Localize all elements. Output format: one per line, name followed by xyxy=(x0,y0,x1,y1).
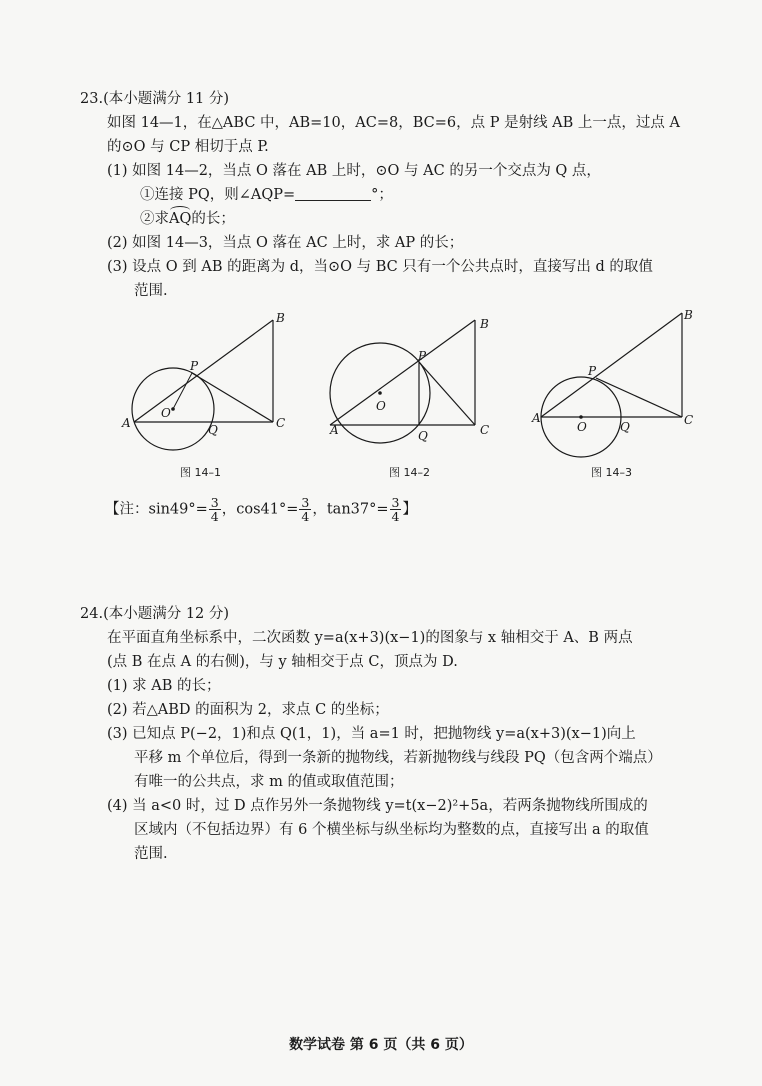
q23-title xyxy=(80,90,229,108)
q23-part1a-unit: °； xyxy=(371,187,393,203)
label-p: P xyxy=(418,349,427,363)
note-sin: sin49°= xyxy=(148,501,208,518)
label-o: O xyxy=(577,420,587,434)
label-o: O xyxy=(161,406,171,420)
label-c: C xyxy=(684,413,694,427)
fraction-3-4: $\frac{3}{4}$ xyxy=(301,495,310,524)
q24-title xyxy=(80,605,229,623)
q23-part3-line1: (3) 设点 O 到 AB 的距离为 d，当⊙O 与 BC 只有一个公共点时，直接写出 d 的取值 xyxy=(107,259,653,275)
label-b: B xyxy=(480,317,489,331)
q24-part4-line2: 区域内（不包括边界）有 6 个横坐标与纵坐标均为整数的点，直接写出 a 的取值 xyxy=(134,822,649,838)
caption-14-1: 图 14–1 xyxy=(180,466,221,479)
q24-part3-line1: (3) 已知点 P(−2，1)和点 Q(1，1)，当 a=1 时，把抛物线 y=a(x+3)(x−1)向上 xyxy=(107,726,636,742)
q23-stem-line2: 的⊙O 与 CP 相切于点 P. xyxy=(107,139,269,155)
caption-14-2: 图 14–2 xyxy=(389,466,430,479)
q23-part3-line2: 范围. xyxy=(134,283,168,299)
q23-part1b xyxy=(140,210,235,228)
fraction-3-4: $\frac{3}{4}$ xyxy=(391,495,400,524)
answer-blank xyxy=(295,186,371,201)
label-c: C xyxy=(276,416,286,430)
label-a: A xyxy=(122,416,131,430)
q24-stem-line1: 在平面直角坐标系中，二次函数 y=a(x+3)(x−1)的图象与 x 轴相交于 A、B 两点 xyxy=(107,630,633,646)
caption-14-3: 图 14–3 xyxy=(591,466,632,479)
label-c: C xyxy=(480,423,490,437)
q23-part2: (2) 如图 14—3，当点 O 落在 AC 上时，求 AP 的长； xyxy=(107,235,464,251)
q24-part4-line3: 范围. xyxy=(134,846,168,862)
note-cos: ，cos41°= xyxy=(221,501,299,518)
note-close: 】 xyxy=(402,501,417,518)
label-q: Q xyxy=(620,420,630,434)
figure-14-3 xyxy=(534,305,714,445)
q24-part4-line1: (4) 当 a<0 时，过 D 点作另外一条抛物线 y=t(x−2)²+5a，若两条抛物线所围成的 xyxy=(107,798,648,814)
q24-part1: (1) 求 AB 的长； xyxy=(107,678,221,694)
q24-part2: (2) 若△ABD 的面积为 2，求点 C 的坐标； xyxy=(107,702,389,718)
q23-part1a xyxy=(140,186,393,204)
page-footer: 数学试卷 第 6 页（共 6 页） xyxy=(289,1037,473,1053)
q24-part3-line3: 有唯一的公共点，求 m 的值或取值范围； xyxy=(134,774,404,790)
label-p: P xyxy=(190,359,199,373)
q24-stem-line2: (点 B 在点 A 的右侧)，与 y 轴相交于点 C，顶点为 D. xyxy=(107,654,458,670)
figure-14-3-diagram xyxy=(534,305,714,445)
label-a: A xyxy=(330,423,339,437)
note-tan: ，tan37°= xyxy=(312,501,389,518)
q24-header: (本小题满分 12 分) xyxy=(103,606,230,622)
figure-14-1-diagram xyxy=(118,310,298,440)
label-p: P xyxy=(588,364,597,378)
label-b: B xyxy=(684,308,693,322)
fraction-3-4: $\frac{3}{4}$ xyxy=(210,495,219,524)
q24-number: 24. xyxy=(80,606,104,622)
label-o: O xyxy=(376,399,386,413)
label-a: A xyxy=(532,411,541,425)
q24-part3-line2: 平移 m 个单位后，得到一条新的抛物线，若新抛物线与线段 PQ（包含两个端点） xyxy=(134,750,662,766)
q23-stem-line1: 如图 14—1，在△ABC 中，AB=10，AC=8，BC=6，点 P 是射线 AB 上一点，过点 A xyxy=(107,115,680,131)
q23-part1b-post: 的长； xyxy=(191,211,235,227)
figure-14-2 xyxy=(330,310,510,443)
label-q: Q xyxy=(418,429,428,443)
trig-note xyxy=(105,496,417,523)
arc-aq: AQ xyxy=(169,211,192,227)
label-q: Q xyxy=(208,423,218,437)
q23-part1: (1) 如图 14—2，当点 O 落在 AB 上时，⊙O 与 AC 的另一个交点为 Q 点， xyxy=(107,163,601,179)
q23-part1b-pre: ②求 xyxy=(140,211,169,227)
q23-number: 23. xyxy=(80,91,104,107)
q23-header: (本小题满分 11 分) xyxy=(103,91,230,107)
label-b: B xyxy=(276,311,285,325)
figure-14-1 xyxy=(118,310,298,440)
q23-part1a-text: ①连接 PQ，则∠AQP= xyxy=(140,187,296,203)
note-open: 【注： xyxy=(105,501,149,518)
figure-14-2-diagram xyxy=(330,310,510,443)
